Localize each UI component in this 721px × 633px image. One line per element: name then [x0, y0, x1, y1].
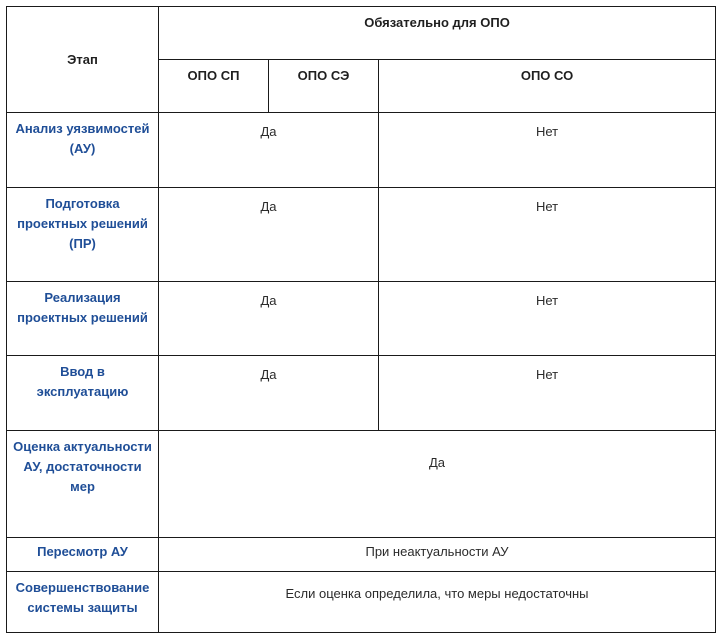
table-row [7, 188, 716, 282]
value-sp-se: Да [159, 356, 379, 431]
value-sp-se: Да [159, 113, 379, 188]
stage-cell: Ввод в эксплуатацию [7, 356, 159, 431]
value-all: При неактуальности АУ [159, 538, 716, 572]
stage-cell: Совершенствование системы защиты [7, 572, 159, 633]
stage-cell: Реализация проектных решений [7, 282, 159, 356]
value-so: Нет [379, 356, 716, 431]
stage-cell: Анализ уязвимостей (АУ) [7, 113, 159, 188]
value-sp-se: Да [159, 282, 379, 356]
table-row [7, 356, 716, 431]
table-row [7, 113, 716, 188]
header-col-sp: ОПО СП [159, 60, 269, 113]
table-row [7, 431, 716, 538]
value-all: Да [159, 431, 716, 538]
header-col-se: ОПО СЭ [269, 60, 379, 113]
value-so: Нет [379, 113, 716, 188]
header-stage: Этап [7, 7, 159, 113]
stage-cell: Пересмотр АУ [7, 538, 159, 572]
value-sp-se: Да [159, 188, 379, 282]
value-so: Нет [379, 282, 716, 356]
table-row [7, 538, 716, 572]
header-col-so: ОПО СО [379, 60, 716, 113]
value-so: Нет [379, 188, 716, 282]
header-mandatory: Обязательно для ОПО [159, 7, 716, 60]
requirements-table [6, 6, 716, 633]
stage-cell: Оценка актуальности АУ, достаточности мер [7, 431, 159, 538]
table-row [7, 572, 716, 633]
stage-cell: Подготовка проектных решений (ПР) [7, 188, 159, 282]
value-all: Если оценка определила, что меры недостаточны [159, 572, 716, 633]
table-row [7, 282, 716, 356]
